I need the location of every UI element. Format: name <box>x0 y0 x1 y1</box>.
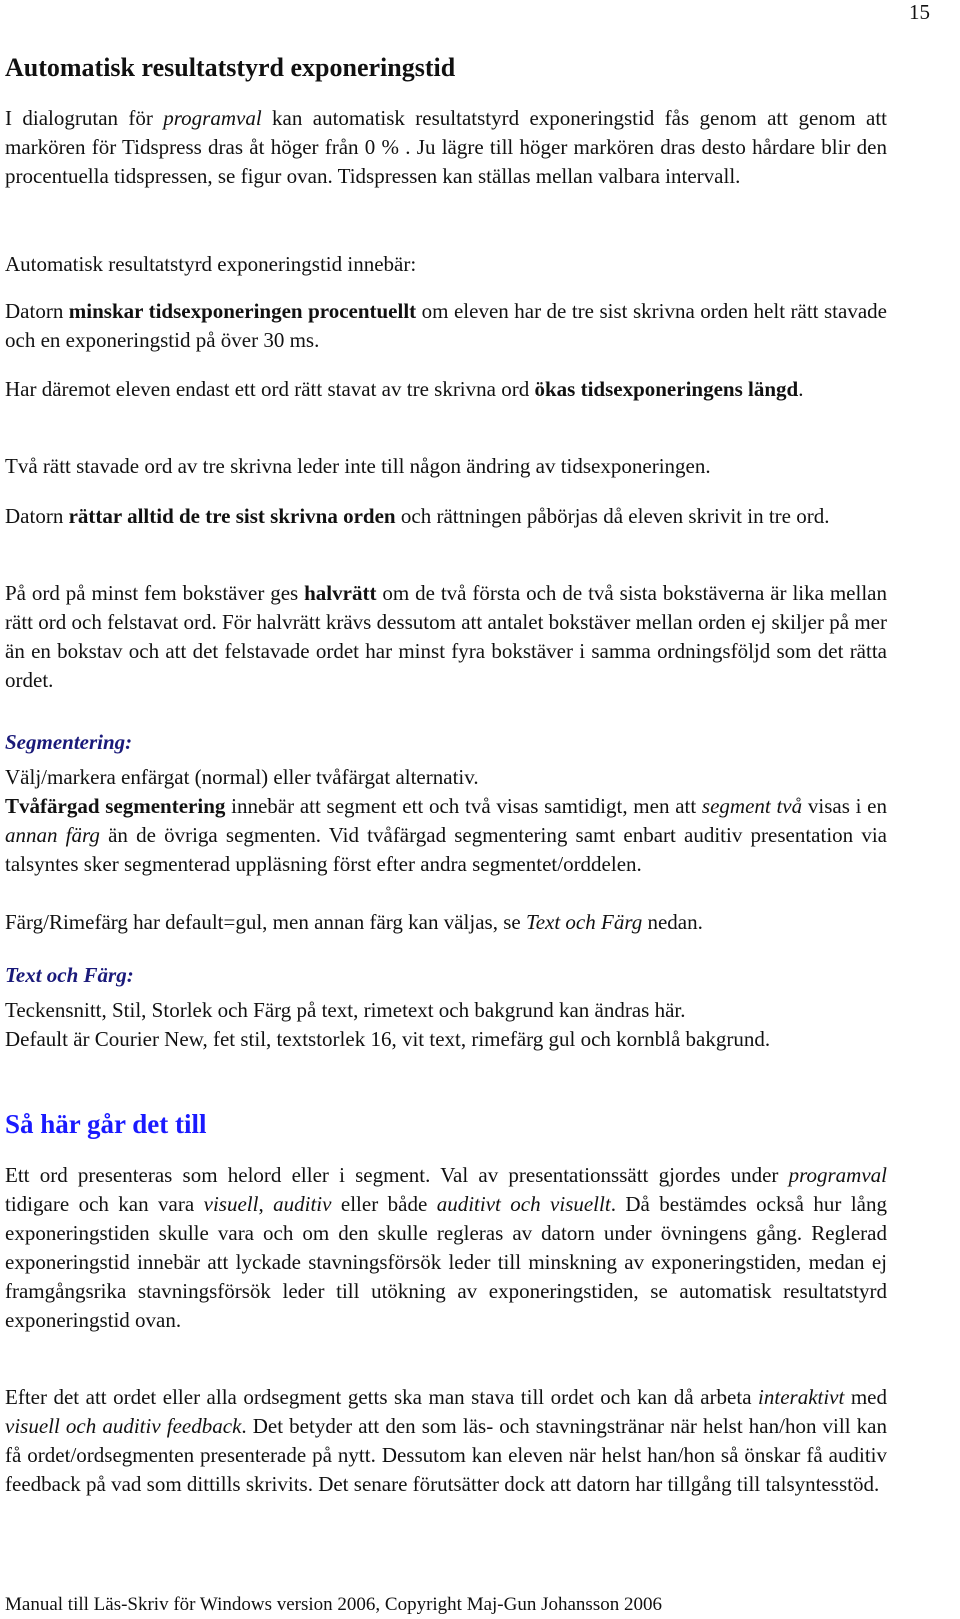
paragraph-halfright: På ord på minst fem bokstäver ges halvrätt om de två första och de två sista bokstäverna är lika mellan rätt ord och felstavat ord. För halvrätt krävs dessutom att antalet bokstäver mellan orden ej skiljer på mer än en bokstav och att det felstavade ordet har minst fyra bokstäver i samma ordningsföljd som det rätta ordet. <box>5 581 887 692</box>
paragraph-howto-2: Efter det att ordet eller alla ordsegment getts ska man stava till ordet och kan då arbeta interaktivt med visuell och auditiv feedback. Det betyder att den som läs- och stavningstränar när helst han/hon vill kan få ordet/ordsegmenten presenterade på nytt. Dessutom kan eleven när helst han/hon så önskar få auditiv feedback på vad som dittills skrivits. Det senare förutsätter dock att datorn har tillgång till talsyntesstöd. <box>5 1385 887 1496</box>
paragraph-text-defaults: Default är Courier New, fet stil, textstorlek 16, vit text, rimefärg gul och kornblå bakgrund. <box>5 1027 771 1051</box>
paragraph-howto-1: Ett ord presenteras som helord eller i segment. Val av presentationssätt gjordes under programval tidigare och kan vara visuell, auditiv eller både auditivt och visuellt. Då bestämdes också hur lång exponeringstiden skulle vara och om den skulle regleras av datorn under övningens gång. Reglerad exponeringstid innebär att lyckade stavningsförsök leder till minskning av exponeringstiden, medan ej framgångsrika stavningsförsök leder till utökning av exponeringstiden, se automatisk resultatstyrd exponeringstid ovan. <box>5 1163 887 1332</box>
paragraph-two-correct: Två rätt stavade ord av tre skrivna leder inte till någon ändring av tidsexponeringen. <box>5 454 711 478</box>
paragraph-text-options: Teckensnitt, Stil, Storlek och Färg på text, rimetext och bakgrund kan ändras här. <box>5 998 686 1022</box>
heading-automatic-exposure: Automatisk resultatstyrd exponeringstid <box>5 53 456 82</box>
paragraph-seg-description: Tvåfärgad segmentering innebär att segment ett och två visas samtidigt, men att segment två visas i en annan färg än de övriga segmenten. Vid tvåfärgad segmentering samt enbart auditiv presentation via talsyntes sker segmenterad uppläsning först efter andra segmentet/orddelen. <box>5 794 887 876</box>
paragraph-seg-color: Färg/Rimefärg har default=gul, men annan färg kan väljas, se Text och Färg nedan. <box>5 910 703 934</box>
paragraph-corrects: Datorn rättar alltid de tre sist skrivna orden och rättningen påbörjas då eleven skrivit in tre ord. <box>5 504 830 528</box>
heading-how-it-works: Så här går det till <box>5 1109 207 1139</box>
paragraph-increase: Har däremot eleven endast ett ord rätt stavat av tre skrivna ord ökas tidsexponeringens längd. <box>5 377 804 401</box>
page-number: 15 <box>909 0 930 24</box>
paragraph-intro: I dialogrutan för programval kan automatisk resultatstyrd exponeringstid fås genom att genom att markören för Tidspress dras åt höger från 0 % . Ju lägre till höger markören dras desto hårdare blir den procentuella tidspressen, se figur ovan. Tidspressen kan ställas mellan valbara intervall. <box>5 106 887 188</box>
paragraph-means: Automatisk resultatstyrd exponeringstid innebär: <box>5 252 417 276</box>
paragraph-seg-choose: Välj/markera enfärgat (normal) eller tvåfärgat alternativ. <box>5 765 479 789</box>
subheading-text-and-color: Text och Färg: <box>5 963 134 987</box>
page-footer: Manual till Läs-Skriv för Windows version 2006, Copyright Maj-Gun Johansson 2006 <box>5 1594 662 1615</box>
subheading-segmentation: Segmentering: <box>5 730 133 754</box>
paragraph-decrease: Datorn minskar tidsexponeringen procentuellt om eleven har de tre sist skrivna orden helt rätt stavade och en exponeringstid på över 30 ms. <box>5 299 887 352</box>
emphasis-programval: programval <box>163 106 262 130</box>
